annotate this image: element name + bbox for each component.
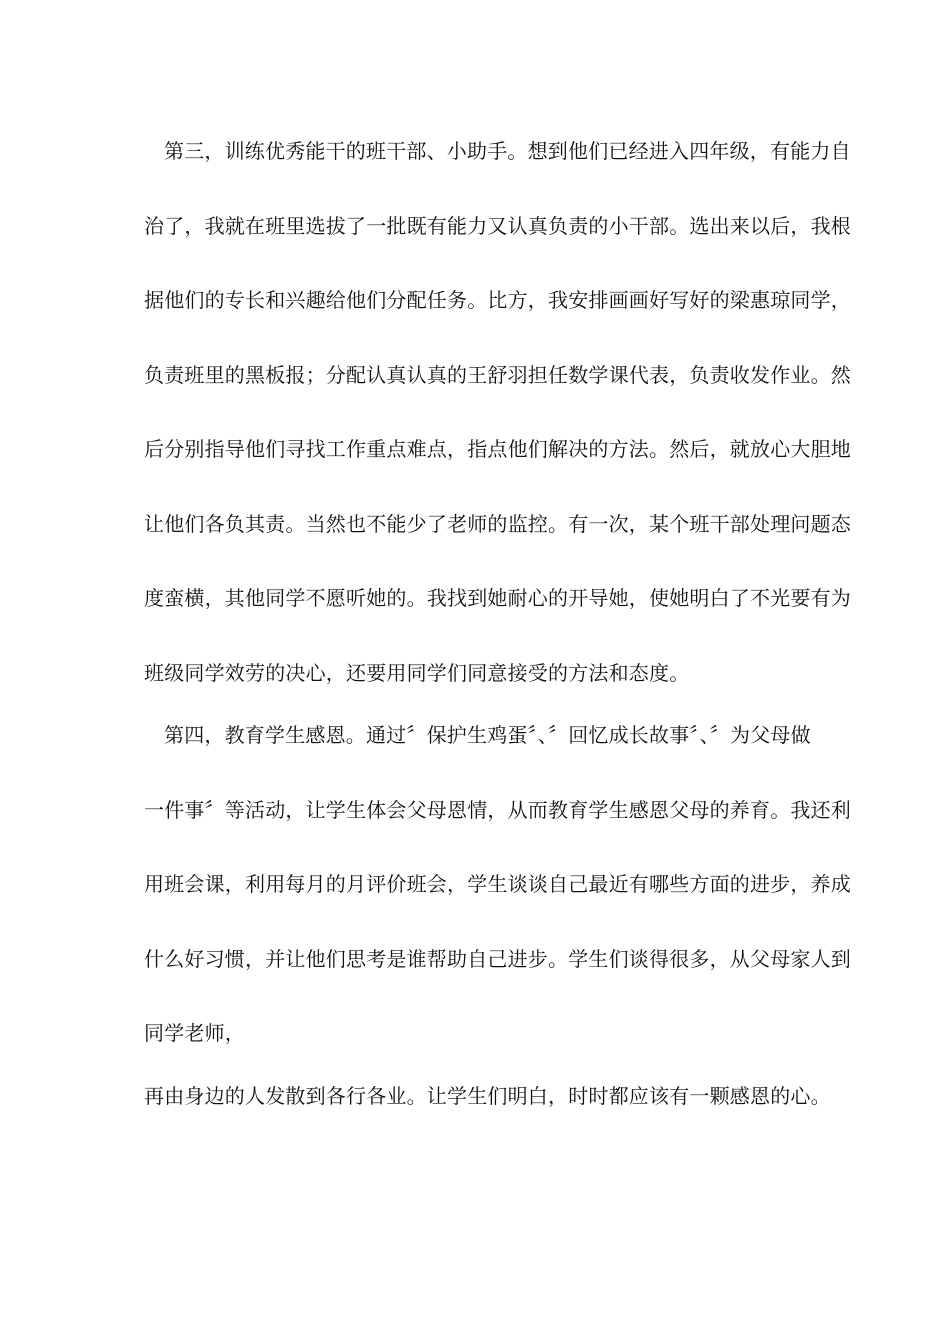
paragraph-4-line-5: 同学老师， — [144, 1021, 245, 1045]
paragraph-3-line-3: 据他们的专长和兴趣给他们分配任务。比方，我安排画画好写好的梁惠琼同学， — [144, 288, 851, 312]
paragraph-3-line-4: 负责班里的黑板报；分配认真认真的王舒羽担任数学课代表，负责收发作业。然 — [144, 363, 851, 387]
paragraph-4-line-2: 一件事〞等活动，让学生体会父母恩情，从而教育学生感恩父母的养育。我还利 — [144, 798, 851, 822]
paragraph-3-line-1: 第三，训练优秀能干的班干部、小助手。想到他们已经进入四年级，有能力自 — [164, 139, 851, 163]
paragraph-3-line-2: 治了，我就在班里选拔了一批既有能力又认真负责的小干部。选出来以后，我根 — [144, 214, 851, 238]
paragraph-4-line-4: 什么好习惯，并让他们思考是谁帮助自己进步。学生们谈得很多，从父母家人到 — [144, 947, 851, 971]
paragraph-3-line-6: 让他们各负其责。当然也不能少了老师的监控。有一次，某个班干部处理问题态 — [144, 512, 851, 536]
paragraph-4-line-3: 用班会课，利用每月的月评价班会，学生谈谈自己最近有哪些方面的进步，养成 — [144, 872, 851, 896]
paragraph-3-line-8: 班级同学效劳的决心，还要用同学们同意接受的方法和态度。 — [144, 661, 690, 685]
paragraph-4-line-1: 第四，教育学生感恩。通过〞保护生鸡蛋〞、〞回忆成长故事〞、〞为父母做 — [164, 723, 811, 747]
paragraph-3-line-7: 度蛮横，其他同学不愿听她的。我找到她耐心的开导她，使她明白了不光要有为 — [144, 586, 851, 610]
paragraph-4-line-6: 再由身边的人发散到各行各业。让学生们明白，时时都应该有一颗感恩的心。 — [144, 1084, 831, 1108]
paragraph-3-line-5: 后分别指导他们寻找工作重点难点，指点他们解决的方法。然后，就放心大胆地 — [144, 437, 851, 461]
